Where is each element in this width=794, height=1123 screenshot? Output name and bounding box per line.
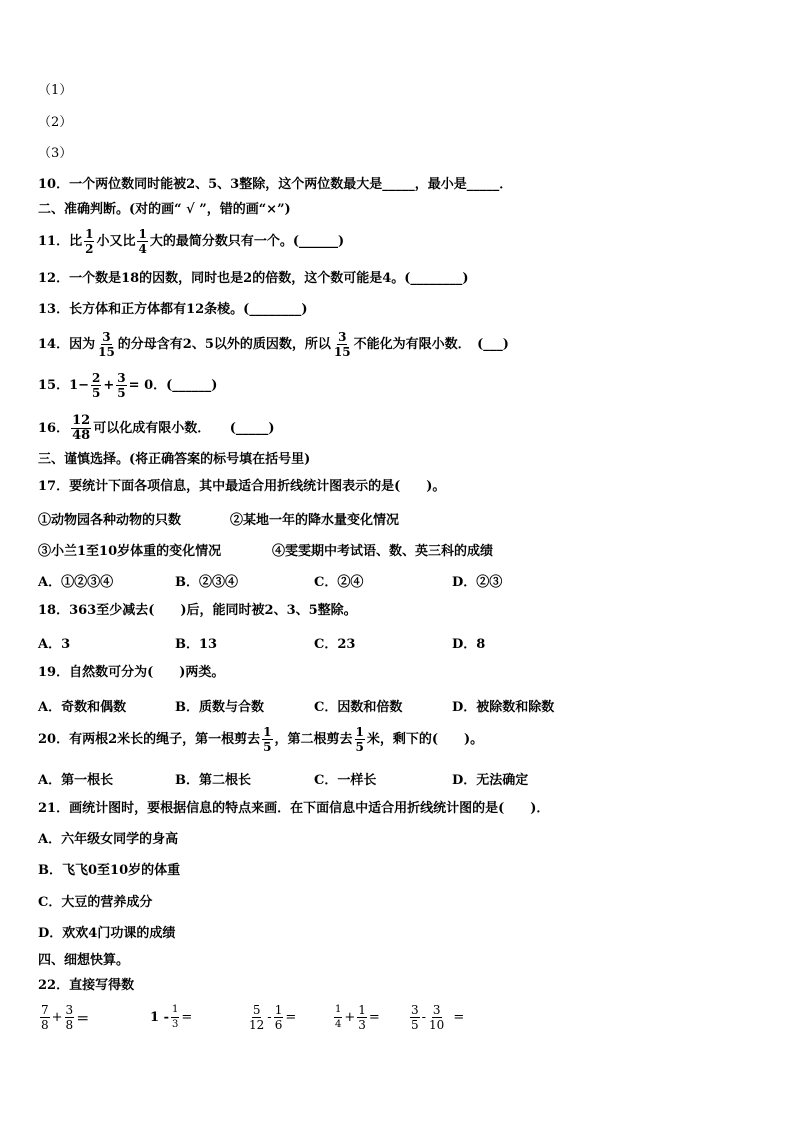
option-a[interactable]: A．①②③④ — [38, 575, 114, 590]
calc-item-4: $\frac{1}{4}$ + $\frac{1}{3}$ = — [335, 1003, 380, 1032]
list-item: ③小兰1至10岁体重的变化情况 — [38, 544, 222, 559]
question-17-options — [38, 571, 598, 589]
sub-item-3: （3） — [38, 146, 73, 161]
fraction: $\frac{3}{5}$ — [411, 1003, 419, 1032]
option-b[interactable]: B．②③④ — [175, 575, 238, 590]
question-12: 12．一个数是18的因数，同时也是2的倍数，这个数可能是4。(________) — [38, 271, 469, 286]
question-18-stem: 18．363至少减去( )后，能同时被2、3、5整除。 — [38, 603, 357, 618]
option-b[interactable]: B．第二根长 — [175, 773, 251, 788]
fraction: $\frac{2}{5}$ — [92, 371, 101, 400]
question-17-items-row-2 — [38, 540, 598, 558]
option-b[interactable]: B．飞飞0至10岁的体重 — [38, 863, 181, 878]
question-14: 14．因为 $\frac{3}{15}$ 的分母含有2、5以外的质因数，所以 $\frac{3}{15}$ 不能化为有限小数． (___) — [38, 330, 509, 359]
option-c[interactable]: C．23 — [314, 637, 356, 652]
fraction: $\frac{1}{4}$ — [335, 1004, 342, 1030]
fraction: $\frac{1}{4}$ — [138, 227, 147, 256]
question-16: 16． $\frac{12}{48}$ 可以化成有限小数． (_____) — [38, 413, 275, 443]
calc-item-1: $\frac{7}{8}$ + $\frac{3}{8}$ ＝ — [41, 1003, 90, 1032]
sub-item-2: （2） — [38, 115, 73, 130]
option-d[interactable]: D．8 — [452, 637, 486, 652]
question-20-stem: 20．有两根2米长的绳子，第一根剪去 $\frac{1}{5}$ ，第二根剪去 $\frac{1}{5}$ 米，剩下的( )。 — [38, 725, 484, 754]
option-c[interactable]: C．大豆的营养成分 — [38, 895, 153, 910]
option-d[interactable]: D．②③ — [452, 575, 503, 590]
fraction: $\frac{3}{15}$ — [98, 330, 115, 359]
fraction: $\frac{7}{8}$ — [41, 1003, 49, 1032]
fraction: $\frac{12}{48}$ — [72, 413, 91, 443]
list-item: ②某地一年的降水量变化情况 — [230, 513, 400, 528]
question-18-options — [38, 633, 598, 651]
sub-item-1: （1） — [38, 83, 73, 98]
fraction: $\frac{1}{5}$ — [263, 725, 272, 754]
option-d[interactable]: D．无法确定 — [452, 773, 529, 788]
option-c[interactable]: C．一样长 — [314, 773, 377, 788]
fraction: $\frac{1}{5}$ — [355, 725, 364, 754]
question-17-stem: 17．要统计下面各项信息，其中最适合用折线统计图表示的是( )。 — [38, 479, 446, 494]
question-15: 15．1− $\frac{2}{5}$ + $\frac{3}{5}$ = 0．(______) — [38, 371, 218, 400]
calc-item-5: $\frac{3}{5}$ - $\frac{3}{10}$ = — [411, 1003, 465, 1032]
list-item: ④雯雯期中考试语、数、英三科的成绩 — [272, 544, 494, 559]
section-4-heading: 四、细想快算。 — [38, 953, 130, 968]
question-10: 10．一个两位数同时能被2、5、3整除，这个两位数最大是_____，最小是_____． — [38, 177, 513, 192]
option-d[interactable]: D．欢欢4门功课的成绩 — [38, 926, 176, 941]
option-d[interactable]: D．被除数和除数 — [452, 700, 555, 715]
option-a[interactable]: A．六年级女同学的身高 — [38, 832, 179, 847]
question-13: 13．长方体和正方体都有12条棱。(________) — [38, 302, 308, 317]
question-20-options — [38, 769, 598, 787]
fraction: $\frac{3}{15}$ — [333, 330, 351, 359]
option-a[interactable]: A．第一根长 — [38, 773, 114, 788]
question-17-items-row-1 — [38, 509, 598, 527]
option-a[interactable]: A．奇数和偶数 — [38, 700, 127, 715]
fraction: $\frac{1}{2}$ — [85, 227, 94, 256]
question-21-stem: 21．画统计图时，要根据信息的特点来画．在下面信息中适合用折线统计图的是( )． — [38, 801, 550, 816]
calc-item-3: $\frac{5}{12}$ - $\frac{1}{6}$ = — [249, 1003, 297, 1032]
question-19-options — [38, 696, 598, 714]
section-3-heading: 三、谨慎选择。(将正确答案的标号填在括号里) — [38, 452, 311, 467]
question-22-stem: 22．直接写得数 — [38, 978, 135, 993]
list-item: ①动物园各种动物的只数 — [38, 513, 182, 528]
option-a[interactable]: A．3 — [38, 637, 71, 652]
option-b[interactable]: B．质数与合数 — [175, 700, 264, 715]
fraction: $\frac{1}{3}$ — [171, 1004, 179, 1030]
option-b[interactable]: B．13 — [175, 637, 218, 652]
fraction: $\frac{3}{10}$ — [429, 1003, 445, 1032]
fraction: $\frac{3}{8}$ — [65, 1003, 74, 1032]
fraction: $\frac{1}{3}$ — [358, 1003, 366, 1032]
question-19-stem: 19．自然数可分为( )两类。 — [38, 665, 225, 680]
question-11: 11．比 $\frac{1}{2}$ 小又比 $\frac{1}{4}$ 大的最简分数只有一个。(______) — [38, 227, 345, 256]
calc-item-2: 1 - $\frac{1}{3}$ = — [150, 1004, 193, 1030]
fraction: $\frac{5}{12}$ — [249, 1003, 265, 1032]
option-c[interactable]: C．因数和倍数 — [314, 700, 403, 715]
fraction: $\frac{3}{5}$ — [117, 371, 126, 400]
fraction: $\frac{1}{6}$ — [274, 1003, 283, 1032]
option-c[interactable]: C．②④ — [314, 575, 364, 590]
section-2-heading: 二、准确判断。(对的画“ √ ”，错的画“×”) — [38, 202, 291, 217]
